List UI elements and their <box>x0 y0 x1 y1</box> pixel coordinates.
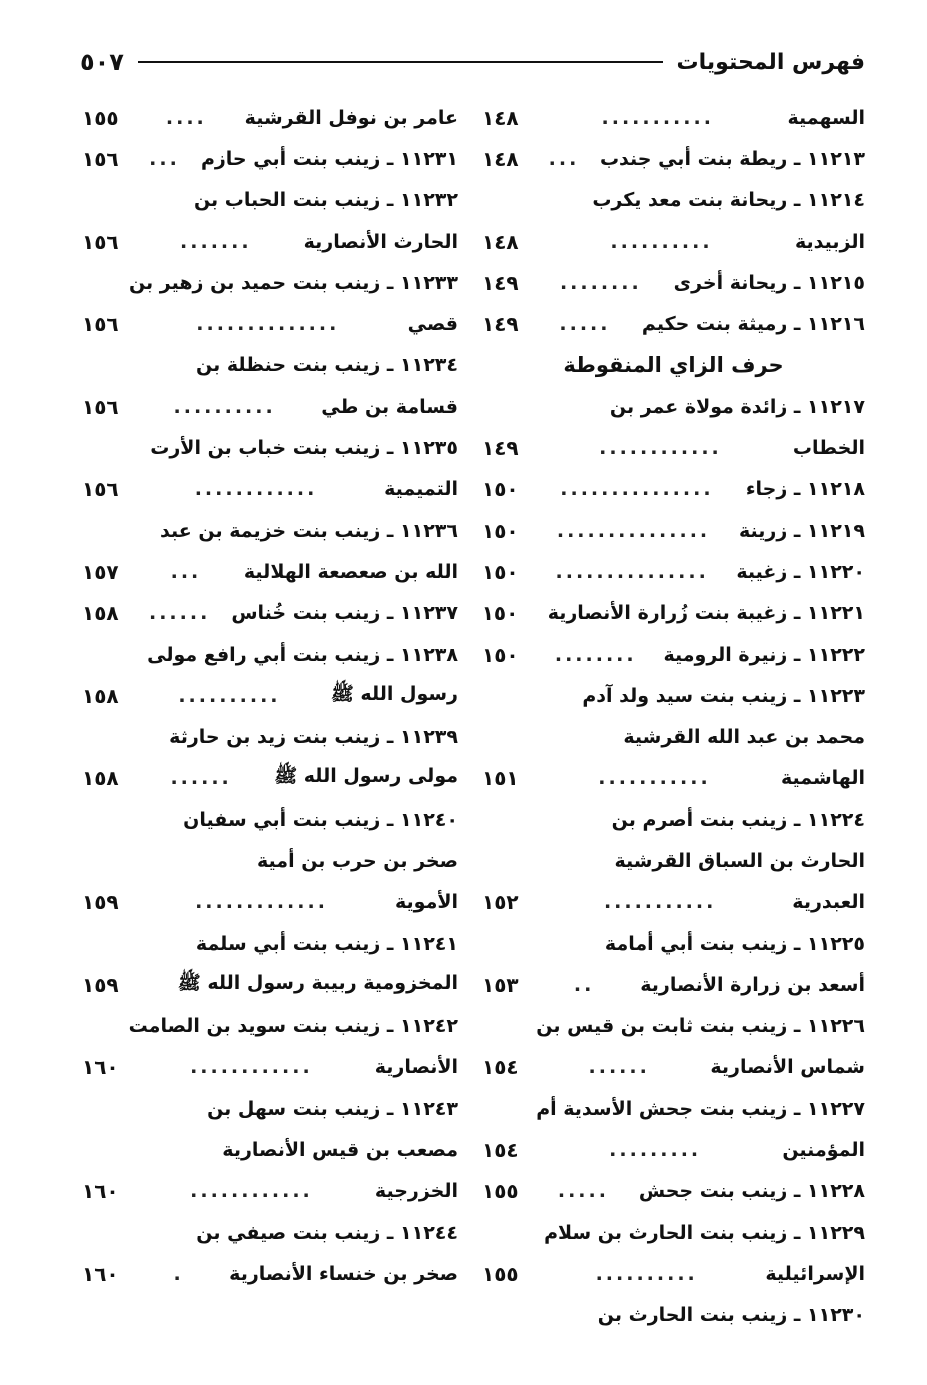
index-entry <box>82 551 458 592</box>
entry-leader-dots: ........... <box>603 891 717 914</box>
index-entry <box>82 345 458 386</box>
entry-text: ١١٢٣٨ ـ زينب بنت أبي رافع مولى <box>147 643 458 666</box>
entry-leader-dots: ............... <box>560 478 714 501</box>
index-entry <box>82 882 458 923</box>
entry-page-number: ١٤٨ <box>482 105 519 130</box>
index-entry <box>482 1129 865 1170</box>
entry-text: السهمية <box>787 106 865 129</box>
entry-page-number: ١٤٩ <box>482 270 519 295</box>
entry-page-number: ١٥٦ <box>82 394 119 419</box>
header-rule <box>138 61 663 63</box>
page-header <box>80 44 865 80</box>
entry-page-number: ١٥١ <box>482 766 519 791</box>
index-entry <box>482 840 865 881</box>
entry-text: ١١٢٢٠ ـ زغيبة <box>736 560 865 583</box>
entry-text: ١١٢٣٩ ـ زينب بنت زيد بن حارثة <box>169 726 458 749</box>
entry-text: الخطاب <box>792 437 865 460</box>
entry-text: ١١٢٢٥ ـ زينب بنت أبي أمامة <box>604 932 865 955</box>
entry-leader-dots: .............. <box>196 313 340 336</box>
index-entry <box>82 386 458 427</box>
entry-text: ١١٢٤٠ ـ زينب بنت أبي سفيان <box>183 808 458 831</box>
entry-text: ١١٢١٣ ـ ريطة بنت أبي جندب <box>599 147 865 170</box>
entry-leader-dots: ............ <box>194 478 318 501</box>
entry-text: ١١٢٣٤ ـ زينب بنت حنظلة بن <box>196 354 458 377</box>
entry-text: ١١٢١٩ ـ زرينة <box>739 519 865 542</box>
index-entry <box>482 1047 865 1088</box>
entry-page-number: ١٥٨ <box>82 601 119 626</box>
entry-leader-dots: ............... <box>555 560 709 583</box>
index-entry <box>482 303 865 344</box>
entry-text: المخزومية ربيبة رسول الله ﷺ <box>177 971 458 994</box>
entry-text: الله بن صعصعة الهلالية <box>243 560 458 583</box>
entry-text: العبدرية <box>792 891 865 914</box>
index-entry <box>82 262 458 303</box>
entry-text: ١١٢١٨ ـ زجاء <box>745 478 865 501</box>
index-entry <box>482 716 865 757</box>
entry-leader-dots: ...... <box>149 602 211 625</box>
entry-text: ١١٢٢٣ ـ زينب بنت سيد ولد آدم <box>582 684 865 707</box>
entry-text: ١١٢٢١ ـ زغيبة بنت زُرارة الأنصارية <box>547 602 865 625</box>
entry-text: ١١٢٤١ ـ زينب بنت أبي سلمة <box>195 932 458 955</box>
entry-leader-dots: ............ <box>599 437 722 460</box>
entry-page-number: ١٥٦ <box>82 477 119 502</box>
page-number: ٥٠٧ <box>80 48 124 76</box>
entry-leader-dots: .......... <box>178 684 281 707</box>
entry-leader-dots: ...... <box>588 1056 650 1079</box>
entry-text: التميمية <box>384 478 458 501</box>
entry-page-number: ١٤٩ <box>482 436 519 461</box>
entry-page-number: ١٥٠ <box>482 642 519 667</box>
index-entry <box>482 758 865 799</box>
index-entry <box>482 1006 865 1047</box>
entry-text: الزبيدية <box>795 230 865 253</box>
index-entry <box>82 964 458 1005</box>
entry-text: الأموية <box>395 891 458 914</box>
entry-leader-dots: ....... <box>180 230 252 253</box>
entry-text: عامر بن نوفل القرشية <box>244 106 458 129</box>
entry-page-number: ١٥٦ <box>82 229 119 254</box>
index-entry <box>482 386 865 427</box>
entry-leader-dots: ......... <box>609 1139 702 1162</box>
index-column-right <box>482 97 865 1336</box>
index-entry <box>482 964 865 1005</box>
entry-text: ١١٢٢٨ ـ زينب بنت جحش <box>638 1180 865 1203</box>
index-entry <box>482 1212 865 1253</box>
entry-text: الإسرائيلية <box>765 1262 865 1285</box>
index-entry <box>482 221 865 262</box>
entry-page-number: ١٦٠ <box>82 1179 119 1204</box>
entry-text: ١١٢٢٤ ـ زينب بنت أصرم بن <box>611 808 865 831</box>
entry-leader-dots: ... <box>170 560 202 583</box>
entry-leader-dots: ........ <box>554 643 637 666</box>
index-entry <box>482 1253 865 1294</box>
index-entry <box>482 634 865 675</box>
entry-text: ١١٢٤٣ ـ زينب بنت سهل بن <box>207 1097 458 1120</box>
index-entry <box>482 1088 865 1129</box>
entry-text: ١١٢٢٧ ـ زينب بنت جحش الأسدية أم <box>536 1097 865 1120</box>
index-entry <box>82 1129 458 1170</box>
index-entry <box>482 551 865 592</box>
index-entry <box>82 1047 458 1088</box>
entry-leader-dots: .......... <box>610 230 713 253</box>
index-entry <box>82 1212 458 1253</box>
index-entry <box>482 180 865 221</box>
entry-text: ١١٢١٧ ـ زائدة مولاة عمر بن <box>609 395 865 418</box>
entry-page-number: ١٥٤ <box>482 1055 519 1080</box>
index-entry <box>82 180 458 221</box>
index-entry <box>482 799 865 840</box>
index-entry <box>82 138 458 179</box>
entry-leader-dots: ............ <box>190 1180 313 1203</box>
entry-page-number: ١٥٠ <box>481 601 519 626</box>
index-entry <box>82 510 458 551</box>
entry-page-number: ١٦٠ <box>82 1055 119 1080</box>
entry-leader-dots: .... <box>165 106 207 129</box>
entry-page-number: ١٥٠ <box>482 559 519 584</box>
index-entry <box>82 634 458 675</box>
entry-text: الأنصارية <box>374 1056 458 1079</box>
entry-page-number: ١٥٦ <box>82 146 119 171</box>
entry-text: الخزرجية <box>374 1180 458 1203</box>
entry-leader-dots: ... <box>548 147 580 170</box>
entry-leader-dots: ........... <box>598 767 711 790</box>
entry-page-number: ١٥٥ <box>82 105 119 130</box>
index-entry <box>482 882 865 923</box>
index-entry <box>82 675 458 716</box>
entry-text: المؤمنين <box>782 1139 865 1162</box>
index-entry <box>482 138 865 179</box>
entry-text: ١١٢٣٦ ـ زينب بنت خزيمة بن عبد <box>160 519 458 542</box>
entry-text: رسول الله ﷺ <box>330 682 458 705</box>
entry-page-number: ١٦٠ <box>82 1261 119 1286</box>
entry-leader-dots: ............... <box>556 519 711 542</box>
entry-text: ١١٢٣٠ ـ زينب بنت الحارث بن <box>597 1304 865 1327</box>
entry-text: ١١٢٣٧ ـ زينب بنت خُناس <box>231 602 458 625</box>
entry-page-number: ١٥٤ <box>482 1138 519 1163</box>
entry-text: أسعد بن زرارة الأنصارية <box>640 973 865 996</box>
entry-page-number: ١٤٨ <box>482 229 519 254</box>
index-entry <box>482 593 865 634</box>
entry-page-number: ١٥٠ <box>482 518 519 543</box>
entry-text: ١١٢١٥ ـ ريحانة أخرى <box>673 271 865 294</box>
entry-leader-dots: ..... <box>557 1180 609 1203</box>
entry-leader-dots: ... <box>149 147 180 170</box>
entry-page-number: ١٥٦ <box>82 312 119 337</box>
entry-leader-dots: ........... <box>601 106 714 129</box>
index-entry <box>82 593 458 634</box>
entry-leader-dots: ........ <box>559 271 642 294</box>
entry-page-number: ١٥٨ <box>82 683 119 708</box>
entry-leader-dots: .......... <box>595 1262 698 1285</box>
entry-leader-dots: .. <box>573 973 595 996</box>
entry-page-number: ١٤٨ <box>482 146 519 171</box>
entry-text: الهاشمية <box>780 767 865 790</box>
entry-text: الحارث الأنصارية <box>303 230 458 253</box>
entry-leader-dots: ............ <box>190 1056 313 1079</box>
section-heading <box>482 345 865 386</box>
entry-text: ١١٢٣١ ـ زينب بنت أبي حازم <box>200 147 458 170</box>
index-entry <box>82 923 458 964</box>
entry-text: ١١٢٤٢ ـ زينب بنت سويد بن الصامت <box>128 1015 458 1038</box>
index-entry <box>82 840 458 881</box>
entry-text: حرف الزاي المنقوطة <box>563 353 784 378</box>
entry-page-number: ١٥٨ <box>82 766 119 791</box>
entry-text: ١١٢١٦ ـ رميثة بنت حكيم <box>641 313 865 336</box>
entry-text: ١١٢٣٣ ـ زينب بنت حميد بن زهير بن <box>128 271 458 294</box>
entry-leader-dots: .......... <box>173 395 276 418</box>
entry-leader-dots: ............. <box>195 891 328 914</box>
index-entry <box>482 1295 865 1336</box>
entry-text: شماس الأنصارية <box>710 1056 865 1079</box>
entry-leader-dots: ...... <box>170 767 232 790</box>
index-entry <box>82 1006 458 1047</box>
index-entry <box>82 221 458 262</box>
entry-text: ١١٢٣٥ ـ زينب بنت خباب بن الأرت <box>150 437 458 460</box>
entry-page-number: ١٥٥ <box>482 1179 519 1204</box>
index-entry <box>82 1253 458 1294</box>
entry-page-number: ١٥٢ <box>482 890 519 915</box>
entry-text: ١١٢٢٢ ـ زنيرة الرومية <box>663 643 865 666</box>
entry-text: قسامة بن طي <box>321 395 458 418</box>
entry-text: مصعب بن قيس الأنصارية <box>222 1139 458 1162</box>
entry-text: ١١٢١٤ ـ ريحانة بنت معد يكرب <box>592 189 865 212</box>
index-entry <box>82 799 458 840</box>
index-entry <box>82 716 458 757</box>
index-entry <box>482 427 865 468</box>
index-entry <box>82 303 458 344</box>
index-entry <box>482 469 865 510</box>
entry-page-number: ١٥٧ <box>82 559 119 584</box>
entry-text: قصي <box>407 313 458 336</box>
entry-text: ١١٢٢٦ ـ زينب بنت ثابت بن قيس بن <box>536 1015 865 1038</box>
entry-page-number: ١٤٩ <box>482 312 519 337</box>
entry-leader-dots: . <box>173 1262 184 1285</box>
index-entry <box>482 262 865 303</box>
entry-text: ١١٢٤٤ ـ زينب بنت صيفي بن <box>196 1221 458 1244</box>
entry-text: مولى رسول الله ﷺ <box>274 765 458 788</box>
entry-leader-dots: ..... <box>559 313 611 336</box>
header-title: فهرس المحتويات <box>676 49 865 75</box>
entry-page-number: ١٥٥ <box>482 1261 519 1286</box>
index-column-left <box>82 97 458 1295</box>
entry-text: ١١٢٣٢ ـ زينب بنت الحباب بن <box>193 189 458 212</box>
entry-text: صخر بن حرب بن أمية <box>257 849 458 872</box>
index-entry <box>482 923 865 964</box>
entry-page-number: ١٥٣ <box>482 972 519 997</box>
index-entry <box>82 427 458 468</box>
index-entry <box>82 1171 458 1212</box>
entry-page-number: ١٥٩ <box>82 972 119 997</box>
index-entry <box>482 675 865 716</box>
entry-page-number: ١٥٠ <box>482 477 519 502</box>
index-entry <box>82 758 458 799</box>
index-entry <box>482 510 865 551</box>
index-entry <box>82 469 458 510</box>
index-entry <box>482 1171 865 1212</box>
index-entry <box>82 1088 458 1129</box>
entry-text: الحارث بن السباق القرشية <box>614 849 865 872</box>
entry-text: ١١٢٢٩ ـ زينب بنت الحارث بن سلام <box>544 1221 865 1244</box>
entry-page-number: ١٥٩ <box>82 890 119 915</box>
entry-text: محمد بن عبد الله القرشية <box>623 726 865 749</box>
index-entry <box>482 97 865 138</box>
entry-text: صخر بن خنساء الأنصارية <box>229 1262 458 1285</box>
index-entry <box>82 97 458 138</box>
